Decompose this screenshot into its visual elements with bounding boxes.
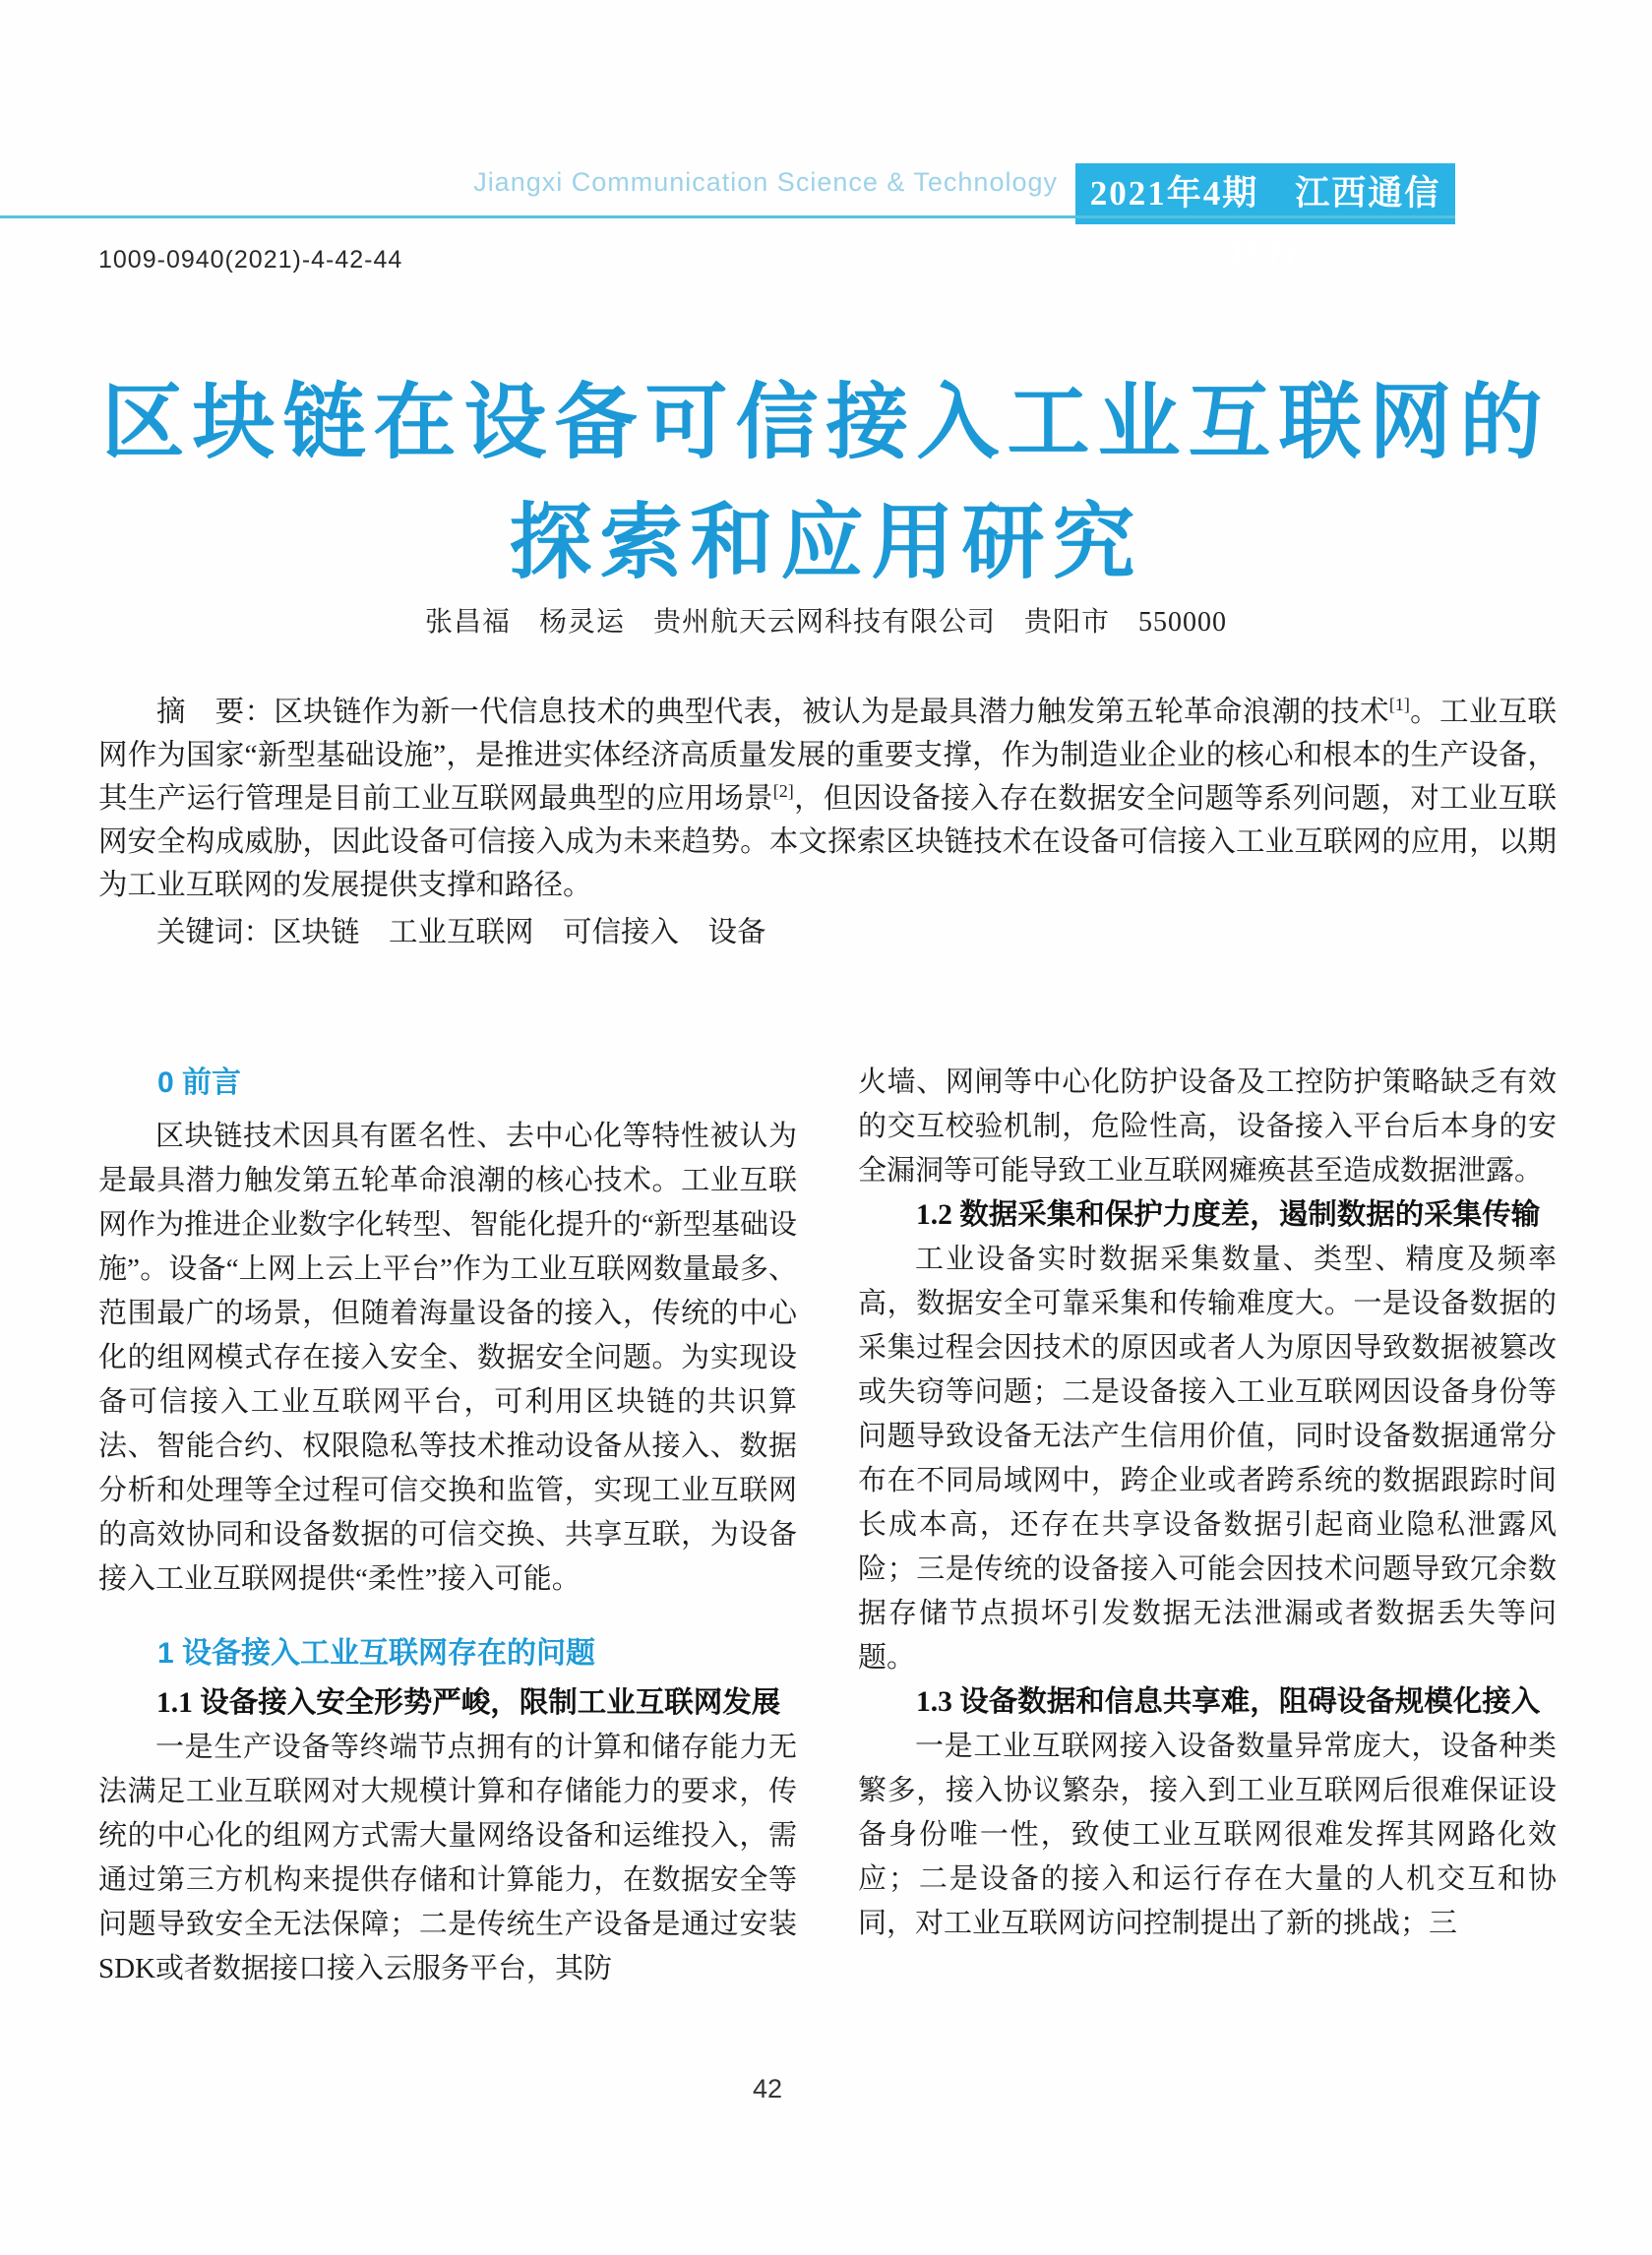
right-column: [858, 1061, 1557, 1991]
section-heading-0: 0 前言: [157, 1067, 242, 1099]
abstract-seg2: 。工业互联网作为国家“新型基础设施”，是推进实体经济高质量发展的重要支撑，作为制造业企业的核心和根本的生产设备，其生产运行管理是目前工业互联网最典型的应用场景: [98, 697, 1557, 815]
abstract-label: 摘 要：: [156, 697, 275, 728]
paragraph-1-3: 一是工业互联网接入设备数量异常庞大，设备种类繁多，接入协议繁杂，接入到工业互联网后很难保证设备身份唯一性，致使工业互联网很难发挥其网路化效应；二是设备的接入和运行存在大量的人机交互和协同，对工业互联网访问控制提出了新的挑战；三: [858, 1731, 1557, 1939]
author-line: 张昌福 杨灵运 贵州航天云网科技有限公司 贵阳市 550000: [424, 607, 1227, 638]
left-column: [98, 1061, 797, 1991]
subsection-heading-1-3: 1.3 设备数据和信息共享难，阻碍设备规模化接入: [916, 1686, 1541, 1718]
article-title-line1: 区块链在设备可信接入工业互联网的: [101, 376, 1551, 468]
subsection-heading-1-1: 1.1 设备接入安全形势严峻，限制工业互联网发展: [156, 1687, 781, 1719]
reference-mark-2: [2]: [772, 781, 794, 802]
section-heading-1: 1 设备接入工业互联网存在的问题: [157, 1637, 596, 1670]
paragraph-1-1-continued: 火墙、网闸等中心化防护设备及工控防护策略缺乏有效的交互校验机制，危险性高，设备接入平台后本身的安全漏洞等可能导致工业互联网瘫痪甚至造成数据泄露。: [858, 1067, 1557, 1187]
abstract-block: [98, 691, 1557, 954]
abstract-paragraph: [98, 691, 1557, 907]
abstract-seg1: 区块链作为新一代信息技术的典型代表，被认为是最具潜力触发第五轮革命浪潮的技术: [274, 697, 1389, 728]
subsection-heading-1-2: 1.2 数据采集和保护力度差，遏制数据的采集传输: [916, 1199, 1541, 1231]
page-number: 42: [752, 2074, 783, 2103]
body-columns: [98, 1061, 1557, 1991]
paragraph-1-2: 工业设备实时数据采集数量、类型、精度及频率高，数据安全可靠采集和传输难度大。一是设备数据的采集过程会因技术的原因或者人为原因导致数据被篡改或失窃等问题；二是设备接入工业互联网因设备身份等问题导致设备无法产生信用价值，同时设备数据通常分布在不同局域网中，跨企业或者跨系统的数据跟踪时间长成本高，还存在共享设备数据引起商业隐私泄露风险；三是传统的设备接入可能会因技术问题导致冗余数据存储节点损坏引发数据无法泄漏或者数据丢失等问题。: [858, 1244, 1557, 1674]
article-title: [0, 362, 1652, 602]
keywords-line: 关键词：区块链 工业互联网 可信接入 设备: [156, 917, 766, 948]
journal-english-name: Jiangxi Communication Science & Technology: [473, 167, 1058, 197]
article-id: 1009-0940(2021)-4-42-44: [98, 246, 403, 274]
header-rule: [0, 215, 1455, 218]
issue-badge: 2021年4期 江西通信科技: [1075, 163, 1455, 224]
paragraph-intro: 区块链技术因具有匿名性、去中心化等特性被认为是最具潜力触发第五轮革命浪潮的核心技术。工业互联网作为推进企业数字化转型、智能化提升的“新型基础设施”。设备“上网上云上平台”作为工业互联网数量最多、范围最广的场景，但随着海量设备的接入，传统的中心化的组网模式存在接入安全、数据安全问题。为实现设备可信接入工业互联网平台，可利用区块链的共识算法、智能合约、权限隐私等技术推动设备从接入、数据分析和处理等全过程可信交换和监管，实现工业互联网的高效协同和设备数据的可信交换、共享互联，为设备接入工业互联网提供“柔性”接入可能。: [98, 1121, 797, 1595]
abstract-seg3: ，但因设备接入存在数据安全问题等系列问题，对工业互联网安全构成威胁，因此设备可信接入成为未来趋势。本文探索区块链技术在设备可信接入工业互联网的应用，以期为工业互联网的发展提供支撑和路径。: [98, 783, 1557, 901]
reference-mark-1: [1]: [1388, 695, 1410, 715]
article-title-line2: 探索和应用研究: [509, 496, 1143, 588]
paragraph-1-1: 一是生产设备等终端节点拥有的计算和储存能力无法满足工业互联网对大规模计算和存储能力的要求，传统的中心化的组网方式需大量网络设备和运维投入，需通过第三方机构来提供存储和计算能力，在数据安全等问题导致安全无法保障；二是传统生产设备是通过安装SDK或者数据接口接入云服务平台，其防: [98, 1732, 797, 1984]
